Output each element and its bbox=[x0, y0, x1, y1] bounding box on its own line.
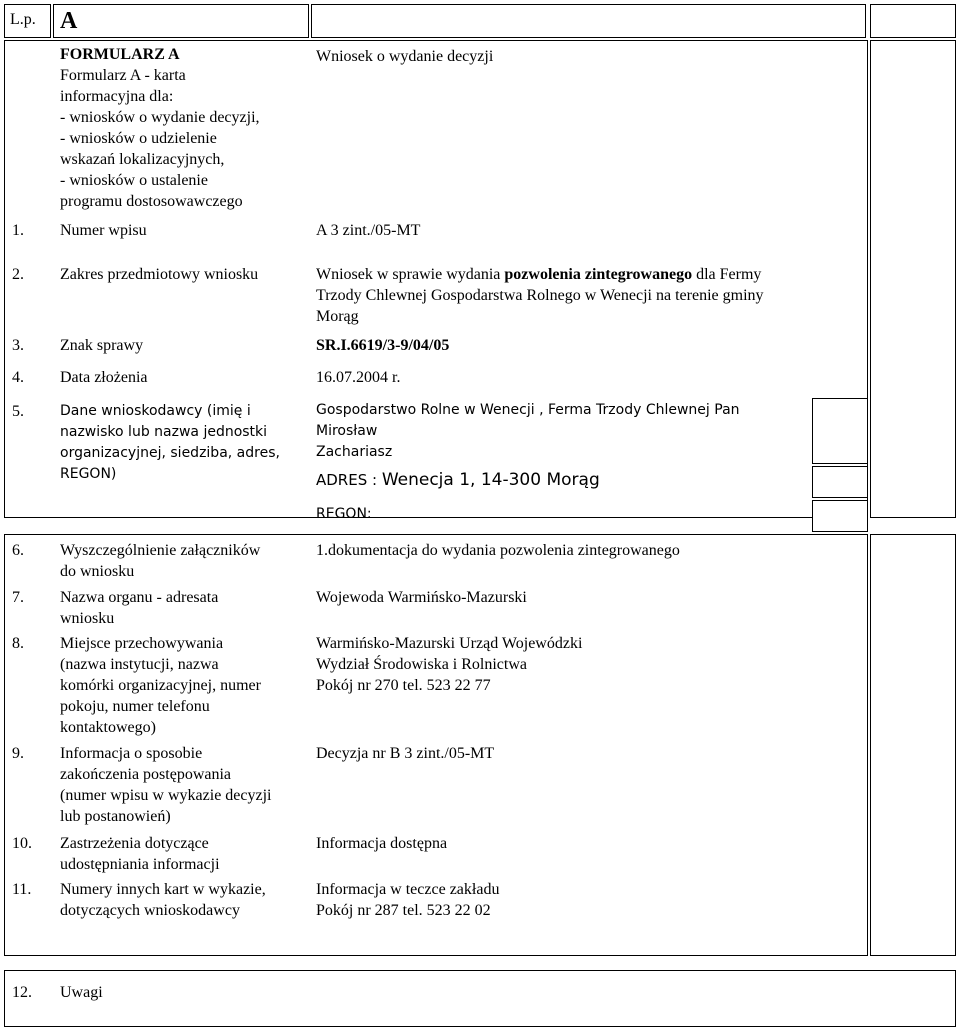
far-right-cell-2 bbox=[870, 534, 956, 956]
form-desc-line: - wniosków o ustalenie bbox=[60, 172, 208, 189]
form-desc-line: Formularz A - karta bbox=[60, 67, 186, 84]
row-8-value bbox=[316, 633, 582, 696]
row-11-num: 11. bbox=[12, 881, 32, 898]
regon-side-box-2 bbox=[812, 466, 868, 498]
form-desc-line: programu dostosowawczego bbox=[60, 193, 243, 210]
row-5-label-line: nazwisko lub nazwa jednostki bbox=[60, 424, 268, 440]
row-11-value bbox=[316, 879, 499, 921]
row-11-label-line: dotyczących wnioskodawcy bbox=[60, 902, 240, 919]
row-7-label bbox=[60, 587, 218, 629]
row-11-label-line: Numery innych kart w wykazie, bbox=[60, 881, 266, 898]
row-5-value bbox=[316, 400, 740, 463]
row-8-label-line: pokoju, numer telefonu bbox=[60, 698, 210, 715]
far-right-cell-1 bbox=[870, 40, 956, 518]
far-right-header-cell bbox=[870, 4, 956, 38]
row-6-num: 6. bbox=[12, 542, 24, 559]
row-10-value: Informacja dostępna bbox=[316, 835, 448, 852]
row-2-num: 2. bbox=[12, 266, 24, 283]
row-3-num: 3. bbox=[12, 337, 24, 354]
row-2-value-pre: Wniosek w sprawie wydania bbox=[316, 266, 505, 283]
row-3-value: SR.I.6619/3-9/04/05 bbox=[316, 337, 450, 354]
form-desc-line: wskazań lokalizacyjnych, bbox=[60, 151, 225, 168]
row-8-value-line: Warmińsko-Mazurski Urząd Wojewódzki bbox=[316, 635, 583, 652]
form-desc-line: informacyjna dla: bbox=[60, 88, 174, 105]
row-2-value-line: Morąg bbox=[316, 308, 359, 325]
row-8-num: 8. bbox=[12, 635, 24, 652]
row-8-label-line: (nazwa instytucji, nazwa bbox=[60, 656, 219, 673]
row-12-label: Uwagi bbox=[60, 984, 103, 1001]
row-7-num: 7. bbox=[12, 589, 24, 606]
row-5-label-line: REGON) bbox=[60, 466, 117, 482]
row-9-label-line: lub postanowień) bbox=[60, 808, 171, 825]
main-header-cell bbox=[53, 4, 309, 38]
row-6-label-line: Wyszczególnienie załączników bbox=[60, 542, 261, 559]
row-5-label-line: Dane wnioskodawcy (imię i bbox=[60, 403, 251, 419]
row-4-label: Data złożenia bbox=[60, 369, 148, 386]
row-5-value-line: Gospodarstwo Rolne w Wenecji , Ferma Trzody Chlewnej Pan bbox=[316, 402, 740, 418]
form-desc-line: - wniosków o udzielenie bbox=[60, 130, 217, 147]
regon-side-box-3 bbox=[812, 500, 868, 532]
row-3-label: Znak sprawy bbox=[60, 337, 144, 354]
row-8-label-line: komórki organizacyjnej, numer bbox=[60, 677, 261, 694]
row-4-value: 16.07.2004 r. bbox=[316, 369, 401, 386]
row-12-num: 12. bbox=[12, 984, 32, 1001]
row-5-value-line: Zachariasz bbox=[316, 444, 393, 460]
row-8-label-line: kontaktowego) bbox=[60, 719, 156, 736]
row-1-value: A 3 zint./05-MT bbox=[316, 222, 421, 239]
row-2-label: Zakres przedmiotowy wniosku bbox=[60, 266, 259, 283]
row-10-label-line: udostępniania informacji bbox=[60, 856, 220, 873]
row-9-label-line: zakończenia postępowania bbox=[60, 766, 232, 783]
row-5-label bbox=[60, 401, 280, 485]
row-2-value-line: Trzody Chlewnej Gospodarstwa Rolnego w Wenecji na terenie gminy bbox=[316, 287, 764, 304]
row-10-num: 10. bbox=[12, 835, 32, 852]
row-1-num: 1. bbox=[12, 222, 24, 239]
row-8-value-line: Wydział Środowiska i Rolnictwa bbox=[316, 656, 527, 673]
row-5-value-line: Mirosław bbox=[316, 423, 378, 439]
form-title-block bbox=[60, 44, 260, 212]
row-5-address-value: Wenecja 1, 14-300 Morąg bbox=[381, 470, 600, 490]
row-11-value-line: Informacja w teczce zakładu bbox=[316, 881, 500, 898]
row-1-label: Numer wpisu bbox=[60, 222, 147, 239]
row-10-label bbox=[60, 833, 220, 875]
row-5-address-label: ADRES : bbox=[316, 471, 382, 489]
row-6-value: 1.dokumentacja do wydania pozwolenia zintegrowanego bbox=[316, 542, 680, 559]
form-desc-line: - wniosków o wydanie decyzji, bbox=[60, 109, 260, 126]
row-9-num: 9. bbox=[12, 745, 24, 762]
row-7-label-line: wniosku bbox=[60, 610, 115, 627]
row-8-value-line: Pokój nr 270 tel. 523 22 77 bbox=[316, 677, 491, 694]
row-9-label-line: (numer wpisu w wykazie decyzji bbox=[60, 787, 272, 804]
row-9-value: Decyzja nr B 3 zint./05-MT bbox=[316, 745, 495, 762]
regon-side-box-1 bbox=[812, 398, 868, 464]
lp-header: L.p. bbox=[10, 11, 36, 28]
right-header-cell bbox=[311, 4, 866, 38]
row-7-label-line: Nazwa organu - adresata bbox=[60, 589, 219, 606]
form-title: FORMULARZ A bbox=[60, 46, 180, 63]
row-6-label bbox=[60, 540, 260, 582]
row-4-num: 4. bbox=[12, 369, 24, 386]
row-11-label bbox=[60, 879, 266, 921]
row-5-label-line: organizacyjnej, siedziba, adres, bbox=[60, 445, 280, 461]
row-7-value: Wojewoda Warmińsko-Mazurski bbox=[316, 589, 527, 606]
row-8-label bbox=[60, 633, 261, 738]
row-2-value-bold: pozwolenia zintegrowanego bbox=[504, 266, 693, 283]
form-letter: A bbox=[60, 8, 78, 34]
row-6-label-line: do wniosku bbox=[60, 563, 135, 580]
row-5-num: 5. bbox=[12, 403, 24, 420]
row-5-address bbox=[316, 470, 600, 491]
row-5-regon: REGON: bbox=[316, 506, 372, 522]
remarks-cell bbox=[4, 970, 956, 1027]
row-9-label-line: Informacja o sposobie bbox=[60, 745, 203, 762]
row-2-value bbox=[316, 264, 764, 327]
row-10-label-line: Zastrzeżenia dotyczące bbox=[60, 835, 209, 852]
row-2-value-post: dla Fermy bbox=[692, 266, 762, 283]
row-11-value-line: Pokój nr 287 tel. 523 22 02 bbox=[316, 902, 491, 919]
row-9-label bbox=[60, 743, 271, 827]
form-type: Wniosek o wydanie decyzji bbox=[316, 48, 494, 65]
row-8-label-line: Miejsce przechowywania bbox=[60, 635, 224, 652]
